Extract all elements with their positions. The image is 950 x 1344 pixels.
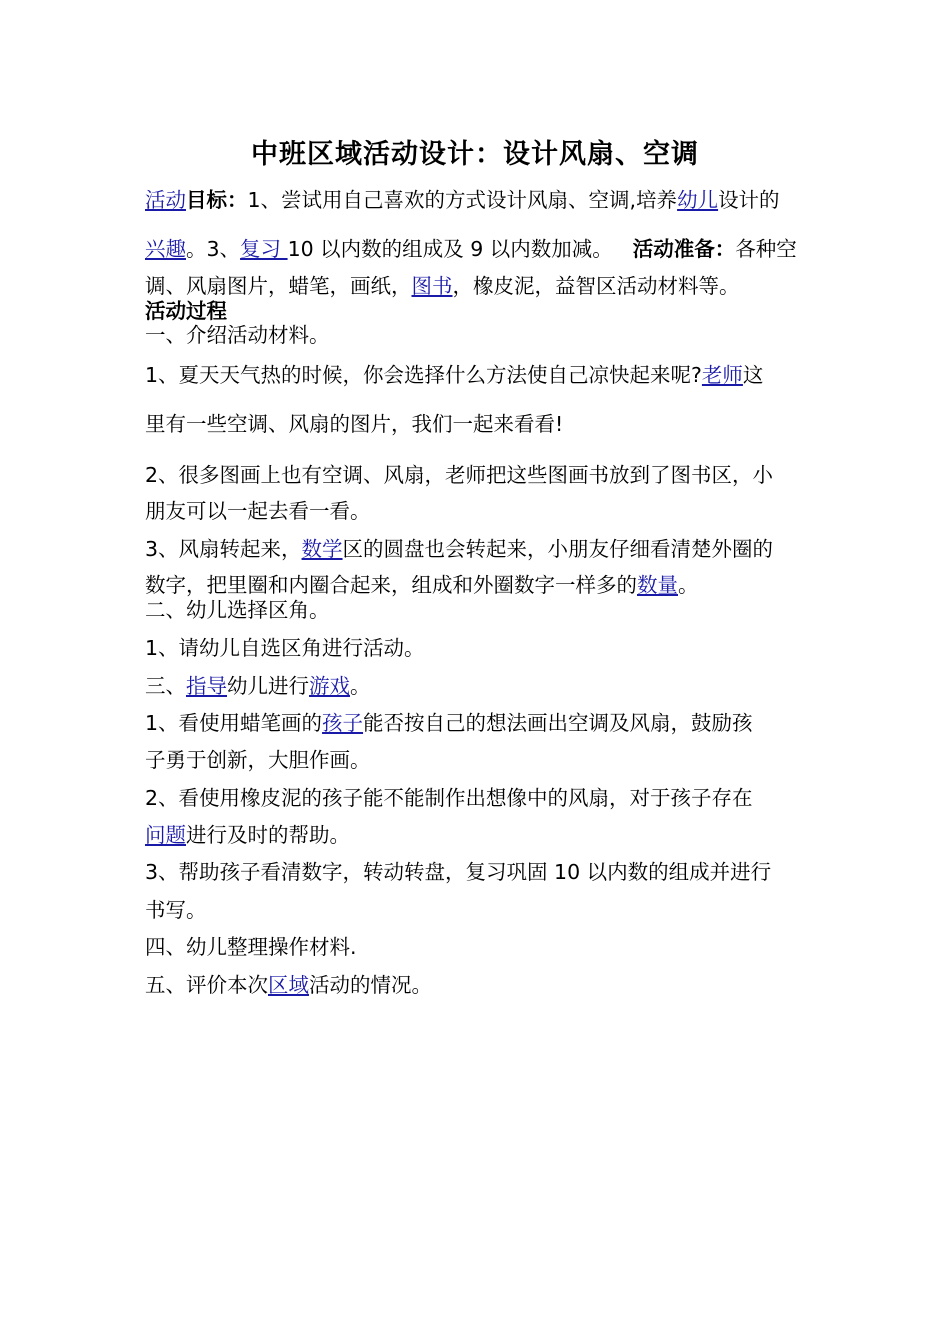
s3-item-1-line-2: 子勇于创新，大胆作画。 [145,748,371,772]
s3-item-2-text-b: 进行及时的帮助。 [186,823,350,847]
goal-text-3: 。3、 [186,237,241,261]
s1-item-1-line-2: 里有一些空调、风扇的图片，我们一起来看看! [145,412,564,436]
s1-item-3-text-b: 区的圆盘也会转起来，小朋友仔细看清楚外圈的 [342,537,774,561]
s5-text-b: 活动的情况。 [309,973,432,997]
s3-item-3-line-2: 书写。 [145,898,207,922]
section-3-heading [145,672,371,700]
link-review[interactable]: 复习 [240,237,288,261]
goal-text-1: 1、尝试用自己喜欢的方式设计风扇、空调,培养 [247,188,678,212]
s1-item-3-line-2 [145,571,699,599]
s5-text-a: 五、评价本次 [145,973,268,997]
goal-label: 目标： [186,188,248,212]
section-5-heading [145,971,432,999]
link-game[interactable]: 游戏 [309,674,350,698]
prep-text-2: 调、风扇图片，蜡笔，画纸， [145,274,412,298]
document-title: 中班区域活动设计：设计风扇、空调 [251,139,699,170]
prep-label: 活动准备： [632,237,736,261]
process-heading-text: 活动过程 [145,299,227,323]
prep-line-2 [145,272,740,300]
link-guide[interactable]: 指导 [186,674,227,698]
s2-item-1: 1、请幼儿自选区角进行活动。 [145,636,425,660]
link-activity[interactable]: 活动 [145,188,186,212]
s1-item-2-line-2: 朋友可以一起去看一看。 [145,499,371,523]
s3-item-2-line-1: 2、看使用橡皮泥的孩子能不能制作出想像中的风扇，对于孩子存在 [145,786,753,810]
s3-text-b: 幼儿进行 [227,674,309,698]
section-4-heading: 四、幼儿整理操作材料. [145,935,357,959]
s3-item-1-text: 1、看使用蜡笔画的 [145,711,323,735]
s1-item-1-line-1 [145,361,763,389]
link-quantity[interactable]: 数量 [637,573,678,597]
link-kid[interactable]: 孩子 [322,711,364,735]
goal-text-2: 设计的 [718,188,780,212]
section-2-heading: 二、幼儿选择区角。 [145,598,330,622]
link-math[interactable]: 数学 [301,537,343,561]
link-teacher[interactable]: 老师 [701,363,743,387]
s1-item-2-line-1: 2、很多图画上也有空调、风扇，老师把这些图画书放到了图书区，小 [145,463,774,487]
link-child[interactable]: 幼儿 [677,188,719,212]
s1-item-1-text-b: 这 [742,363,764,387]
link-area[interactable]: 区域 [268,973,309,997]
section-1-heading: 一、介绍活动材料。 [145,323,330,347]
goal-text-4: 10 以内数的组成及 9 以内数加减。 [287,237,613,261]
s1-item-3-text: 3、风扇转起来， [145,537,302,561]
goal-line-1 [145,186,780,214]
s3-item-1-line-1 [145,709,753,737]
goal-line-2 [145,235,797,263]
prep-text-1: 各种空 [735,237,797,261]
s3-text-c: 。 [350,674,371,698]
s3-item-3-line-1: 3、帮助孩子看清数字，转动转盘，复习巩固 10 以内数的组成并进行 [145,860,772,884]
s1-item-3-text-c: 数字，把里圈和内圈合起来，组成和外圈数字一样多的 [145,573,637,597]
link-book[interactable]: 图书 [411,274,453,298]
s1-item-3-text-d: 。 [678,573,699,597]
s3-item-2-line-2 [145,821,350,849]
s1-item-1-text: 1、夏天天气热的时候，你会选择什么方法使自己凉快起来呢? [145,363,702,387]
link-problem[interactable]: 问题 [145,823,186,847]
s3-item-1-text-b: 能否按自己的想法画出空调及风扇，鼓励孩 [363,711,753,735]
prep-text-3: ，橡皮泥，益智区活动材料等。 [452,274,740,298]
s3-text-a: 三、 [145,674,186,698]
link-interest[interactable]: 兴趣 [145,237,186,261]
s1-item-3-line-1 [145,535,773,563]
